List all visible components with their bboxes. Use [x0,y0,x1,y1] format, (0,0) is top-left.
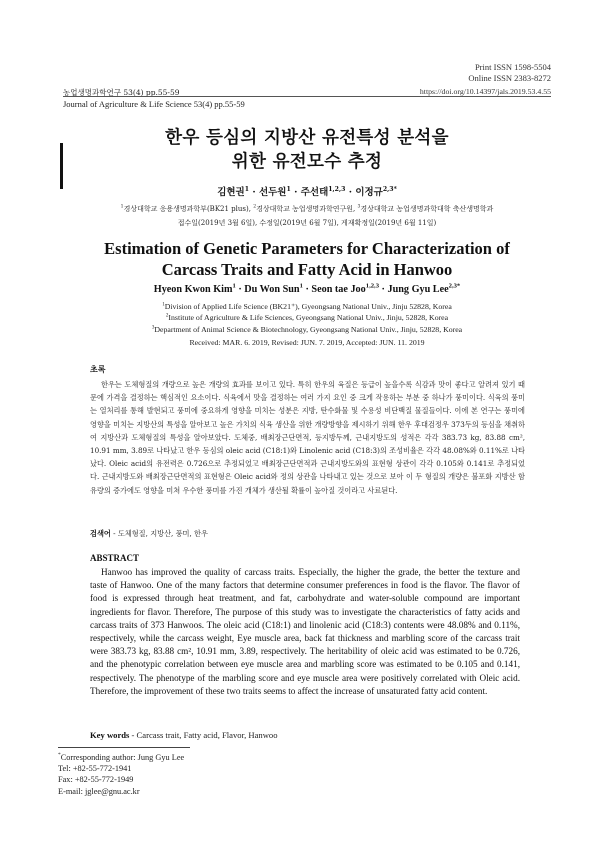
footnote-fax: Fax: +82-55-772-1949 [58,775,134,785]
title-korean [63,126,551,174]
footnote-email[interactable]: E-mail: jglee@gnu.ac.kr [58,786,140,796]
affiliation-en-1: $^1$Division of Applied Life Science (BK21⁺), Gyeongsang National Univ., Jinju 52828, Korea [162,301,452,311]
header-divider [63,96,551,97]
dates-english: Received: MAR. 6. 2019, Revised: JUN. 7. 2019, Accepted: JUN. 11. 2019 [189,338,425,347]
affiliation-en-3: $^3$Department of Animal Science & Biotechnology, Gyeongsang National Univ., Jinju, 52828, Korea [151,324,463,334]
keywords-english-list: - Carcass trait, Fatty acid, Flavor, Hanwoo [131,730,278,740]
authors-english: Hyeon Kwon Kim$^1$ · Du Won Sun$^1$ · Seon tae Joo$^{1,2,3}$ · Jung Gyu Lee$^{2,3*}$ [153,282,461,295]
abstract-english-text: Hanwoo has improved the quality of carcass traits. Especially, the higher the grade, the better the texture and taste of Hanwoo. One of the many factors that determine consumer preferences in food is the flavor. The flavor of food is expressed through heat treatment, and fat, carbohydrate and water-soluble compound are important ingredients for flavor. Therefore, The purpose of this study was to investigate the characteristics of fatty acids and carcass traits of 373 Hanwoos. The oleic acid (C18:1) and linolenic acid (C18:3) contents were 48.08% and 0.11%, respectively, while the carcass weight, Eye muscle area, back fat thickness and marbling score of the carcass trait were 383.73 kg, 83.88 cm², 10.91 mm, 3.89, respectively. The heritability of oleic acid was estimated to be 0.726, and the phenotypic correlation between eye muscle area and marbling score was estimated to be 0.105 and 0.141, respectively. The phenotype of the marbling score and eye muscle area were positively correlated with Oleic acid. Therefore, the improvement of these two traits seems to affect the increase of unsaturated fatty acid content. [90,567,520,696]
footnote-tel: Tel: +82-55-772-1941 [58,764,132,774]
keywords-korean [90,529,208,539]
abstract-english-heading: ABSTRACT [90,553,140,563]
online-issn: Online ISSN 2383-8272 [468,73,551,83]
author-ko-1: 김현권 [217,187,245,198]
affiliations-english [63,301,551,335]
keywords-english [90,730,278,740]
keywords-english-label: Key words [90,730,130,740]
corresponding-footnote: *Corresponding author: Jung Gyu Lee Tel: +82-55-772-1941 Fax: +82-55-772-1949 E-mail: jglee@gnu.ac.kr [58,752,185,796]
title-korean-line2: 위한 유전모수 추정 [231,152,383,172]
author-ko-2: 선두원 [258,187,287,198]
abstract-korean-heading: 초록 [90,364,106,374]
author-en-1: Hyeon Kwon Kim [153,284,233,295]
title-english-line1: Estimation of Genetic Parameters for Characterization of [104,239,510,258]
journal-header-ko: 농업생명과학연구 53(4) pp.55-59 [63,88,180,97]
issn-block [468,62,551,84]
affiliation-en-2: $^2$Institute of Agriculture & Life Sciences, Gyeongsang National Univ., Jinju, 52828, Korea [165,312,449,323]
abstract-korean [90,378,525,497]
affiliations-korean: $^1$경상대학교 응용생명과학부(BK21 plus), $^2$경상대학교 농업생명과학연구원, $^3$경상대학교 농업생명과학대학 축산생명학과 [120,204,494,213]
corresponding-author: Corresponding author: Jung Gyu Lee [60,753,185,762]
author-en-3: Seon tae Joo [311,284,366,295]
abstract-english [90,566,520,698]
title-english [63,238,551,280]
author-en-2: Du Won Sun [244,284,300,295]
print-issn: Print ISSN 1598-5504 [474,62,551,72]
dates-korean: 접수일(2019년 3월 6일), 수정일(2019년 6월 7일), 게재확정일(2019년 6월 11일) [177,219,437,227]
authors-korean: 김현권$^1$ · 선두원$^1$ · 주선태$^{1,2,3}$ · 이정규$^{2,3*}$ [217,185,397,198]
doi-link[interactable]: https://doi.org/10.14397/jals.2019.53.4.55 [419,87,551,96]
title-korean-line1: 한우 등심의 지방산 유전특성 분석을 [165,128,449,148]
abstract-korean-text: 한우는 도체형질의 개량으로 높은 개량의 효과를 보이고 있다. 특히 한우의 육질은 등급이 높을수록 식감과 맛이 좋다고 알려져 있기 때문에 가격을 결정하는 핵심적인 요소이다. 식육에서 맛을 결정하는 여러 가지 요인 중 크게 작용하는 부분 중 하나가 풍미이다. 식육의 풍미는 열처리를 통해 발현되고 풍미에 중요하게 영향을 미치는 성분은 지방, 탄수화물 및 수용성 비단백질 물질들이다. 이에 본 연구는 풍미에 영향을 미치는 지방산의 특성을 알아보고 높은 가치의 식육 생산을 위한 개량방향을 제시하기 위해 한우 후대검정우 373두의 등심을 채취하여 지방산과 도체형질의 특성을 알아보았다. 도체중, 배최장근단면적, 등지방두께, 근내지방도의 성적은 각각 383.73 kg, 83.88 cm², 10.91 mm, 3.89로 나타났고 한우 등심의 oleic acid (C18:1)와 Linolenic acid (C18:3)의 조성비율은 각각 48.08%와 0.11%로 나타났다. Oleic acid의 유전력은 0.726으로 추정되었고 배최장근단면적과 근내지방도와의 표현형 상관이 각각 0.105와 0.141로 추정되었다. 근내지방도와 배최장근단면적의 표현형은 Oleic acid와 정의 상관을 나타내고 있는 것으로 보아 이 두 형질의 개량은 불포화 지방산 함유량의 증가에도 영향을 미쳐 우수한 풍미를 가진 개체가 생산될 확률이 높아질 것이라고 사료된다. [90,380,525,495]
keywords-korean-label: 검색어 [90,529,111,538]
title-english-line2: Carcass Traits and Fatty Acid in Hanwoo [161,260,453,279]
author-en-4: Jung Gyu Lee [387,284,449,295]
keywords-korean-list: - 도체형질, 지방산, 풍미, 한우 [113,529,208,538]
author-ko-4: 이정규 [355,187,383,198]
journal-header-en: Journal of Agriculture & Life Science 53(4) pp.55-59 [63,99,245,109]
footnote-divider [58,747,190,748]
author-ko-3: 주선태 [300,187,329,198]
